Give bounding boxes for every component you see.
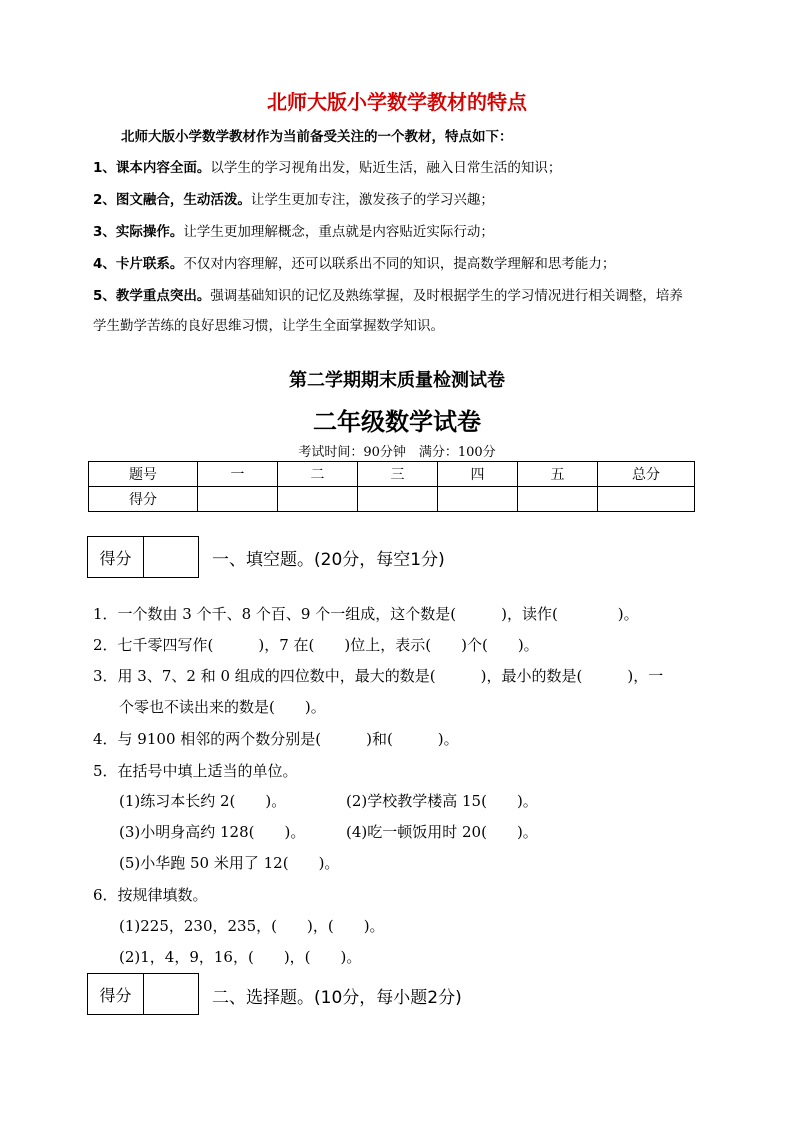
feature-continuation: 学生勤学苦练的良好思维习惯，让学生全面掌握数学知识。: [93, 318, 444, 334]
table-header-cell: 总分: [598, 462, 695, 487]
feature-number: 1、: [93, 160, 116, 176]
table-header-cell: 一: [198, 462, 278, 487]
question: 6．按规律填数。: [93, 886, 208, 904]
feature-number: 5、: [93, 288, 116, 304]
score-cell[interactable]: [598, 487, 695, 512]
table-header-cell: 五: [518, 462, 598, 487]
feature-heading: 教学重点突出。: [115, 288, 211, 304]
sub-question: (3)小明身高约 128( )。: [119, 823, 306, 841]
table-header-cell: 二: [278, 462, 358, 487]
sub-question: (1)225，230，235，( )，( )。: [119, 917, 385, 935]
table-row-label: 得分: [89, 487, 198, 512]
sub-question: (5)小华跑 50 米用了 12( )。: [119, 854, 340, 872]
feature-heading: 图文融合，生动活泼。: [115, 192, 251, 208]
score-cell[interactable]: [198, 487, 278, 512]
feature-item: [93, 188, 494, 208]
score-box-blank[interactable]: [144, 974, 198, 1014]
feature-text: 让学生更加专注，激发孩子的学习兴趣；: [250, 192, 494, 208]
feature-heading: 实际操作。: [115, 224, 184, 240]
question: 4．与 9100 相邻的两个数分别是( )和( )。: [93, 730, 459, 748]
table-header-cell: 题号: [89, 462, 198, 487]
exam-title: 第二学期期末质量检测试卷: [289, 370, 505, 391]
score-box-label: 得分: [88, 537, 144, 577]
article-title: 北师大版小学数学教材的特点: [267, 90, 527, 114]
table-header-cell: 三: [358, 462, 438, 487]
feature-text: 不仅对内容理解，还可以联系出不同的知识，提高数学理解和思考能力；: [183, 256, 616, 272]
score-box-label: 得分: [88, 974, 144, 1014]
score-cell[interactable]: [278, 487, 358, 512]
question-continuation: 个零也不读出来的数是( )。: [119, 698, 326, 716]
score-cell[interactable]: [518, 487, 598, 512]
feature-text: 强调基础知识的记忆及熟练掌握，及时根据学生的学习情况进行相关调整，培养: [210, 288, 683, 304]
sub-question: (4)吃一顿饭用时 20( )。: [346, 823, 538, 841]
intro-text: 北师大版小学数学教材作为当前备受关注的一个教材，特点如下：: [121, 129, 513, 145]
section-title: 二、选择题。(10分，每小题2分): [212, 988, 462, 1008]
feature-number: 2、: [93, 192, 116, 208]
grade-title: 二年级数学试卷: [313, 408, 481, 436]
question: 3．用 3、7、2 和 0 组成的四位数中，最大的数是( )，最小的数是( )，一: [93, 667, 664, 685]
feature-number: 4、: [93, 256, 116, 272]
score-table-row: [89, 487, 695, 512]
score-cell[interactable]: [358, 487, 438, 512]
feature-number: 3、: [93, 224, 116, 240]
sub-question: (2)1，4，9，16，( )，( )。: [119, 948, 362, 966]
feature-item: [93, 252, 615, 272]
feature-item: [93, 284, 683, 304]
question: 1．一个数由 3 个千、8 个百、9 个一组成，这个数是( )，读作( )。: [93, 605, 639, 623]
question: 2．七千零四写作( )，7 在( )位上，表示( )个( )。: [93, 636, 539, 654]
score-table-header-row: [89, 462, 695, 487]
feature-heading: 卡片联系。: [115, 256, 184, 272]
sub-question: (2)学校教学楼高 15( )。: [346, 792, 538, 810]
section-title: 一、填空题。(20分，每空1分): [212, 550, 445, 570]
score-cell[interactable]: [438, 487, 518, 512]
question: 5．在括号中填上适当的单位。: [93, 762, 298, 780]
feature-text: 让学生更加理解概念，重点就是内容贴近实际行动；: [183, 224, 494, 240]
feature-text: 以学生的学习视角出发，贴近生活，融入日常生活的知识；: [210, 160, 562, 176]
section-score-box: [87, 536, 199, 578]
score-box-blank[interactable]: [144, 537, 198, 577]
table-header-cell: 四: [438, 462, 518, 487]
score-table: [88, 461, 695, 512]
feature-item: [93, 156, 561, 176]
section-score-box: [87, 973, 199, 1015]
exam-info: 考试时间：90分钟 满分：100分: [298, 445, 496, 460]
sub-question: (1)练习本长约 2( )。: [119, 792, 287, 810]
feature-heading: 课本内容全面。: [115, 160, 211, 176]
feature-item: [93, 220, 494, 240]
